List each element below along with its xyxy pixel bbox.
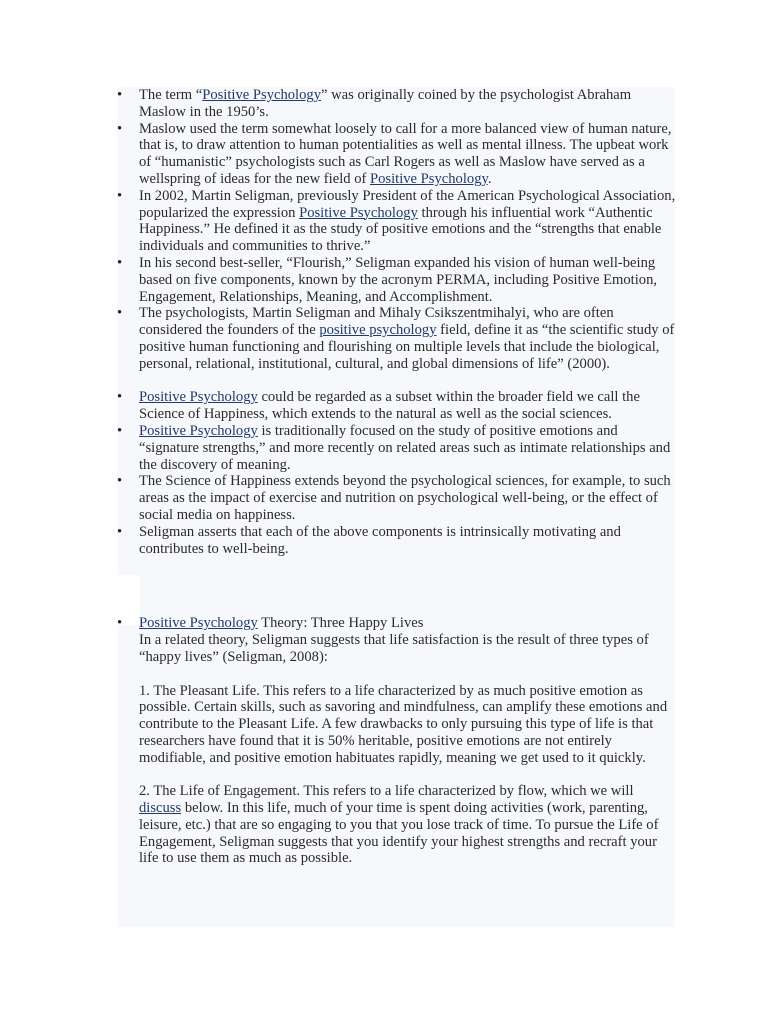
positive-psychology-link[interactable]: Positive Psychology bbox=[139, 615, 258, 632]
positive-psychology-link[interactable]: Positive Psychology bbox=[299, 204, 418, 221]
section-heading: • Positive Psychology Theory: Three Happy Lives bbox=[139, 615, 424, 632]
positive-psychology-link[interactable]: Positive Psychology bbox=[370, 170, 488, 187]
positive-psychology-link[interactable]: positive psychology bbox=[319, 322, 437, 339]
list-item: • Positive Psychology is traditionally focused on the study of positive emotions and “signature strengths,” and more recently on related areas such as intimate relationships and the discovery of meaning. bbox=[117, 423, 677, 473]
list-item: • Seligman asserts that each of the above components is intrinsically motivating and contributes to well-being. bbox=[117, 524, 677, 558]
spacer bbox=[117, 557, 677, 615]
document-body bbox=[117, 87, 677, 867]
bullet-list-origins bbox=[117, 87, 677, 373]
list-item: • In his second best-seller, “Flourish,” Seligman expanded his vision of human well-being based on five components, known by the acronym PERMA, including Positive Emotion, Engagement, Relationships, Meaning, and Accomplishment. bbox=[117, 255, 677, 305]
list-item: • The Science of Happiness extends beyond the psychological sciences, for example, to such areas as the impact of exercise and nutrition on psychological well-being, or the effect of social media on happiness. bbox=[117, 473, 677, 523]
theory-intro: In a related theory, Seligman suggests that life satisfaction is the result of three types of “happy lives” (Seligman, 2008): bbox=[139, 632, 649, 665]
spacer bbox=[117, 373, 677, 390]
list-item: • Positive Psychology could be regarded as a subset within the broader field we call the Science of Happiness, which extends to the natural as well as the social sciences. bbox=[117, 389, 677, 423]
bullet-list-science-of-happiness bbox=[117, 389, 677, 557]
positive-psychology-link[interactable]: Positive Psychology bbox=[139, 422, 258, 439]
pleasant-life-paragraph: 1. The Pleasant Life. This refers to a life characterized by as much positive emotion as possible. Certain skills, such as savoring and mindfulness, can amplify these emotions and contribute to the Pleasant Life. A few drawbacks to only pursuing this type of life is that researchers have found that it is 50% heritable, positive emotions are not entirely modifiable, and positive emotion habituates rapidly, meaning we get used to it quickly. bbox=[139, 682, 668, 766]
list-item: • The term “Positive Psychology” was originally coined by the psychologist Abraham Maslow in the 1950’s. bbox=[117, 87, 677, 121]
list-item: • In 2002, Martin Seligman, previously President of the American Psychological Association, popularized the expression Positive Psychology through his influential work “Authentic Happiness.” He defined it as the study of positive emotions and the “strengths that enable individuals and communities to thrive.” bbox=[117, 188, 677, 255]
discuss-link[interactable]: discuss bbox=[139, 800, 182, 817]
list-item bbox=[117, 615, 677, 867]
list-item: • Maslow used the term somewhat loosely to call for a more balanced view of human nature, that is, to draw attention to human potentialities as well as mental illness. The upbeat work of “humanistic” psychologists such as Carl Rogers as well as Maslow have served as a wellspring of ideas for the new field of Positive Psychology. bbox=[117, 121, 677, 188]
engagement-life-paragraph: 2. The Life of Engagement. This refers to a life characterized by flow, which we will discuss below. In this life, much of your time is spent doing activities (work, parenting, leisure, etc.) that are so engaging to you that you lose track of time. To pursue the Life of Engagement, Seligman suggests that you identify your highest strengths and recraft your life to use them as much as possible. bbox=[139, 783, 659, 867]
bullet-list-theory bbox=[117, 615, 677, 867]
positive-psychology-link[interactable]: Positive Psychology bbox=[139, 389, 258, 406]
positive-psychology-link[interactable]: Positive Psychology bbox=[202, 87, 322, 103]
list-item: • The psychologists, Martin Seligman and Mihaly Csikszentmihalyi, who are often considered the founders of the positive psychology field, define it as “the scientific study of positive human functioning and flourishing on multiple levels that include the biological, personal, relational, institutional, cultural, and global dimensions of life” (2000). bbox=[117, 305, 677, 372]
